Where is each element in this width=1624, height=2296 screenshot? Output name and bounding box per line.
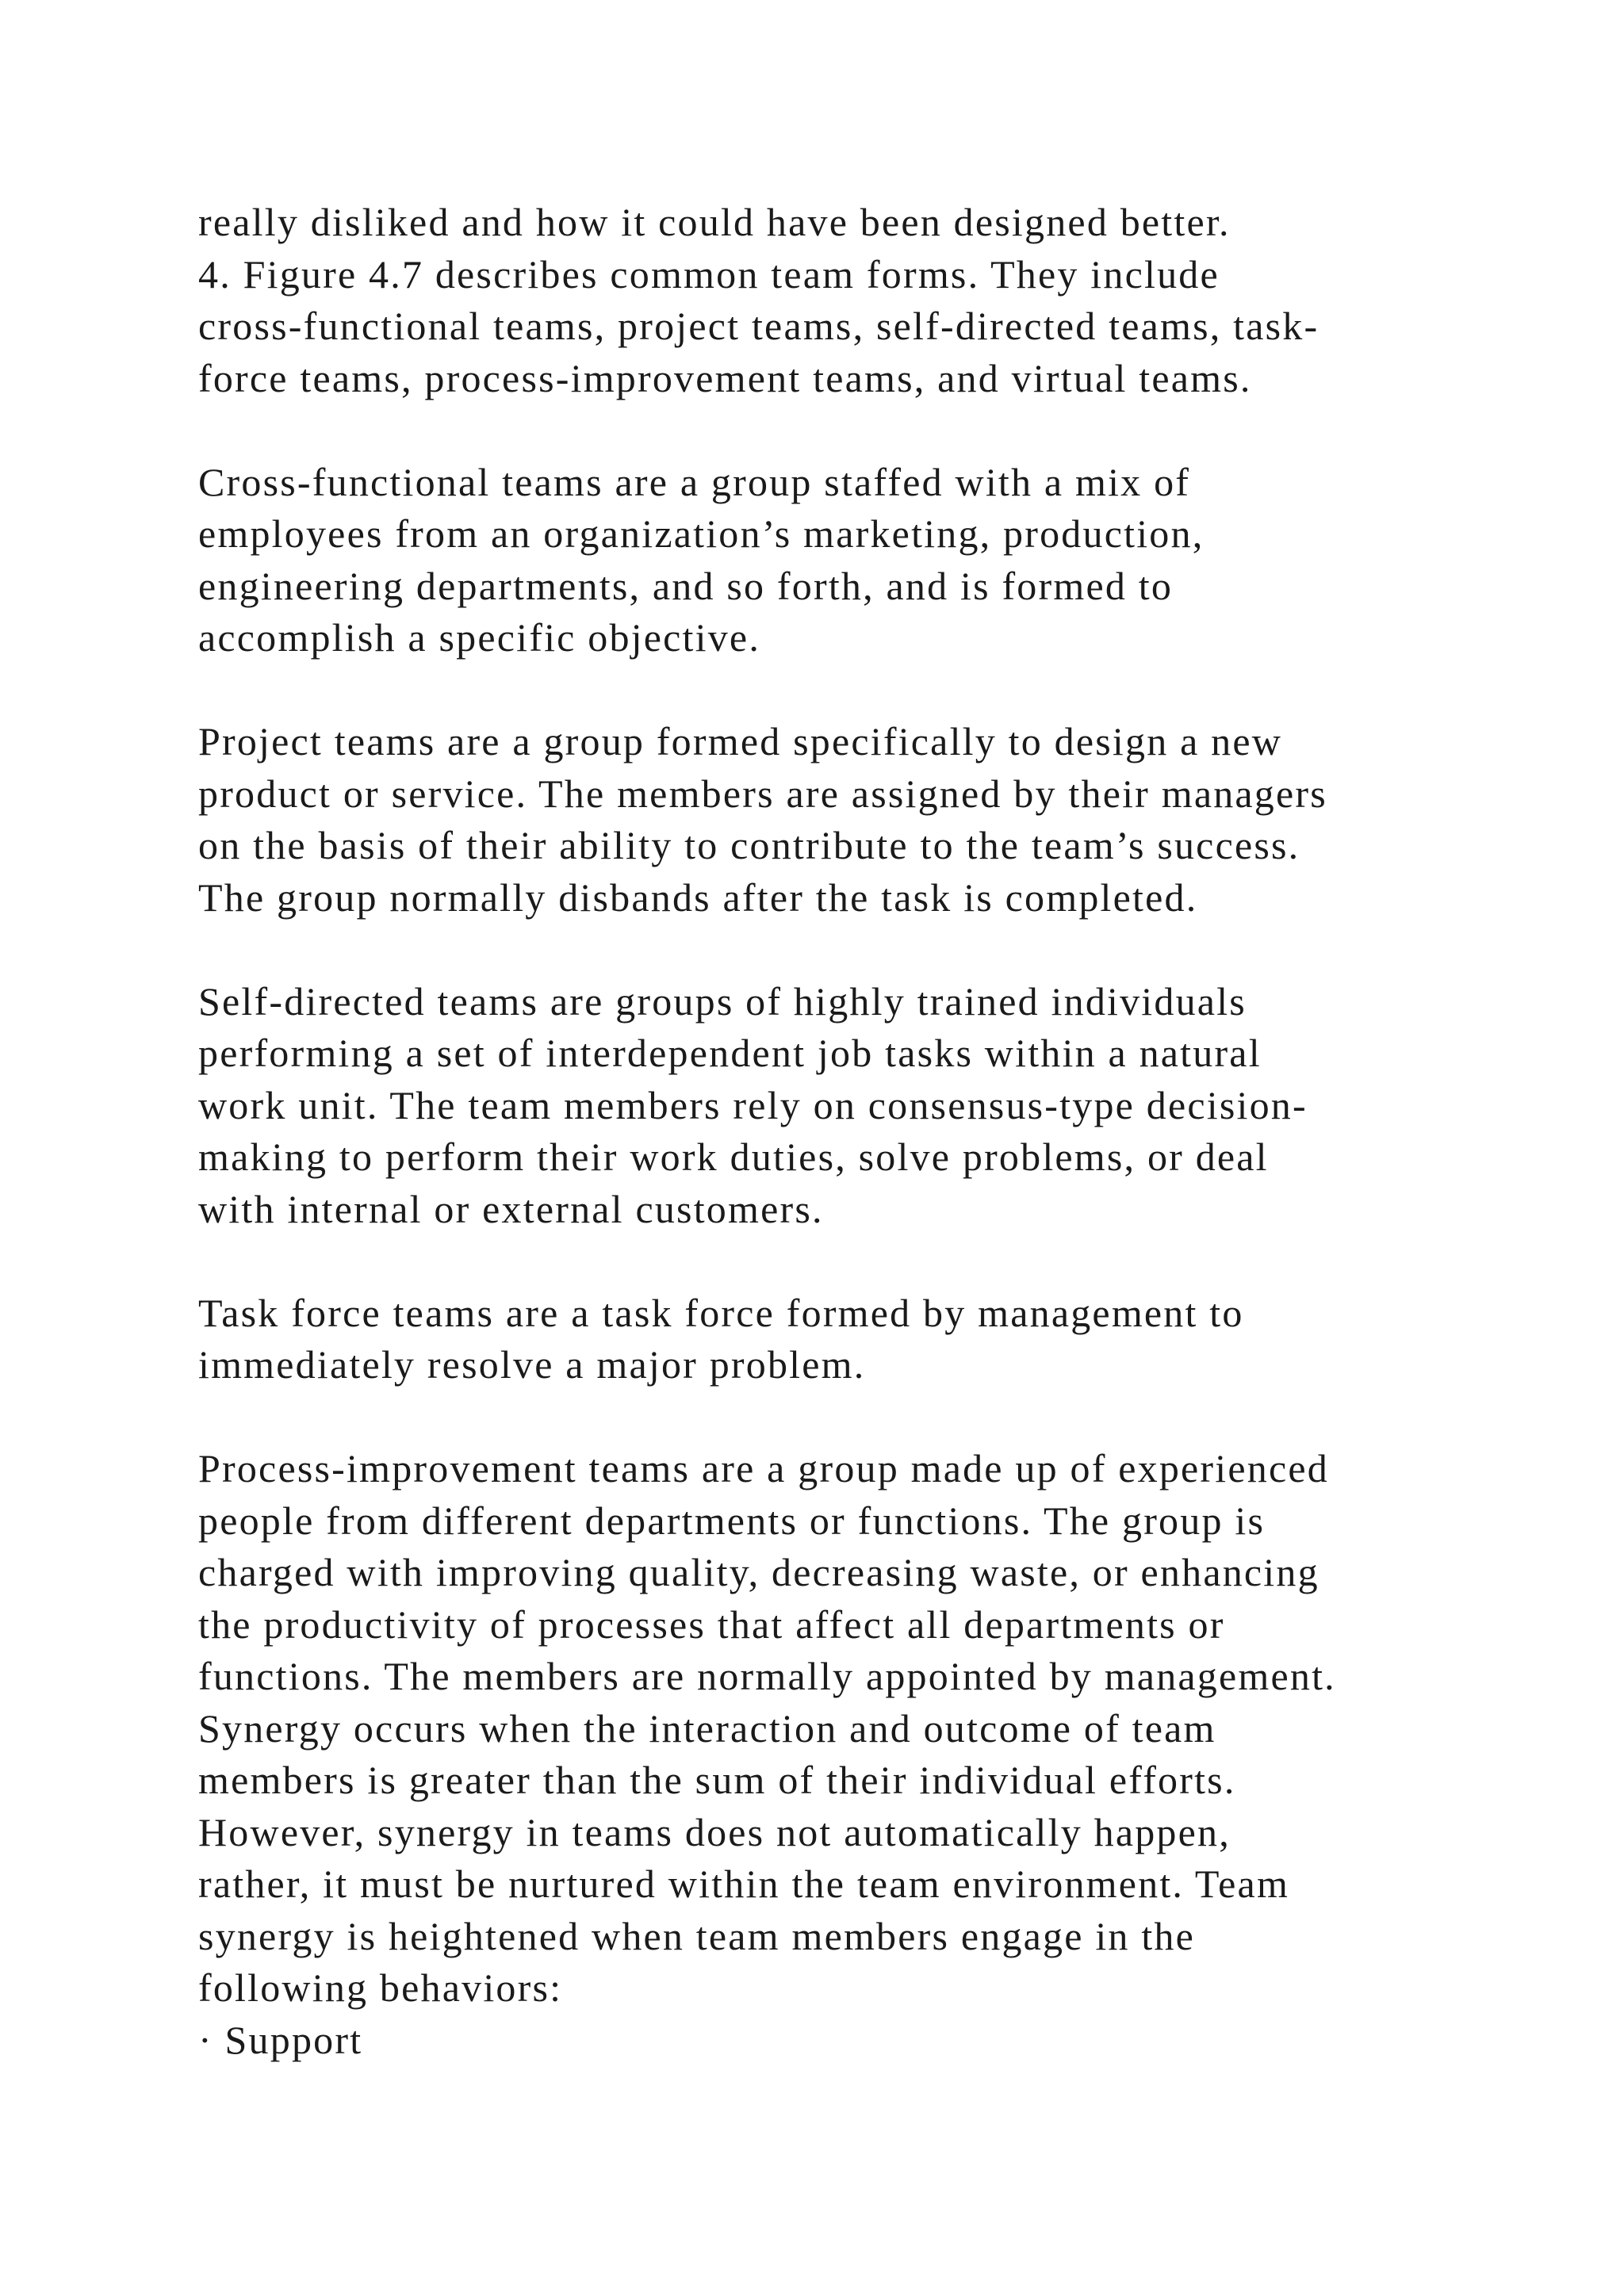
text-line: force teams, process-improvement teams, and virtual teams. — [198, 355, 1252, 400]
paragraph-break — [198, 404, 1546, 457]
text-line: rather, it must be nurtured within the team environment. Team — [198, 1862, 1290, 1906]
text-line: cross-functional teams, project teams, self-directed teams, task- — [198, 304, 1320, 348]
text-line: accomplish a specific objective. — [198, 615, 761, 660]
text-line: making to perform their work duties, solve problems, or deal — [198, 1135, 1269, 1179]
text-line: on the basis of their ability to contribute to the team’s success. — [198, 823, 1300, 867]
text-line: following behaviors: — [198, 1965, 563, 2010]
text-line: The group normally disbands after the task is completed. — [198, 874, 1198, 920]
text-line: performing a set of interdependent job tasks within a natural — [198, 1031, 1262, 1075]
paragraph-break — [198, 1391, 1546, 1444]
text-line: Project teams are a group formed specifically to design a new — [198, 719, 1283, 763]
text-line: charged with improving quality, decreasing waste, or enhancing — [198, 1550, 1320, 1594]
text-line: Process-improvement teams are a group made up of experienced — [198, 1446, 1329, 1490]
text-line: engineering departments, and so forth, and is formed to — [198, 563, 1174, 608]
text-line: the productivity of processes that affect all departments or — [198, 1601, 1225, 1647]
text-line: 4. Figure 4.7 describes common team forms. They include — [198, 251, 1220, 297]
paragraph-break — [198, 924, 1546, 976]
text-line: product or service. The members are assigned by their managers — [198, 771, 1327, 816]
text-line: However, synergy in teams does not automatically happen, — [198, 1809, 1231, 1854]
text-line: employees from an organization’s marketing, production, — [198, 511, 1205, 556]
text-line: work unit. The team members rely on consensus-type decision- — [198, 1082, 1308, 1127]
text-line: people from different departments or functions. The group is — [198, 1498, 1266, 1543]
paragraph-break — [198, 664, 1546, 717]
document-page — [198, 197, 1546, 2066]
text-line: functions. The members are normally appointed by management. — [198, 1654, 1336, 1698]
text-line: immediately resolve a major problem. — [198, 1342, 866, 1387]
text-line: Self-directed teams are groups of highly trained individuals — [198, 978, 1247, 1024]
text-line: with internal or external customers. — [198, 1186, 824, 1231]
text-line: Synergy occurs when the interaction and outcome of team — [198, 1705, 1216, 1751]
text-line: members is greater than the sum of their individual efforts. — [198, 1758, 1236, 1802]
text-line: synergy is heightened when team members engage in the — [198, 1913, 1196, 1958]
bullet-item-support: · Support — [198, 2017, 363, 2062]
text-line: really disliked and how it could have been designed better. — [198, 200, 1231, 244]
text-line: Cross-functional teams are a group staffed with a mix of — [198, 459, 1191, 504]
paragraph-break — [198, 1235, 1546, 1288]
text-line: Task force teams are a task force formed by management to — [198, 1290, 1244, 1335]
